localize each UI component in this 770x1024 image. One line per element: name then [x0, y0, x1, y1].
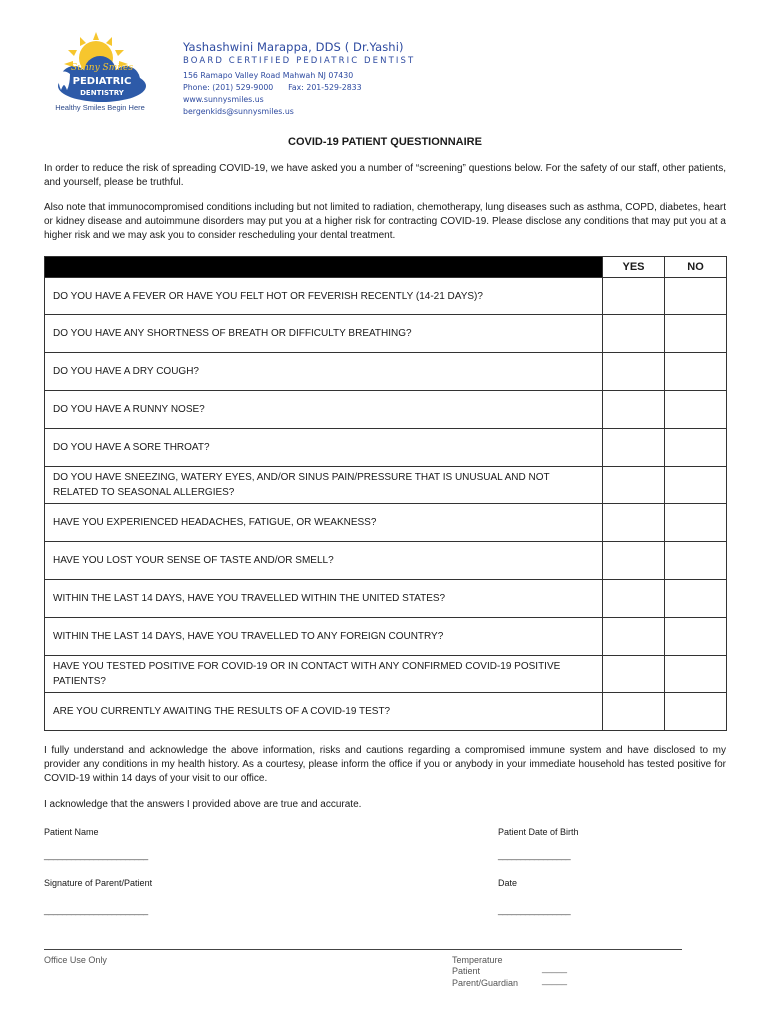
question-row: [45, 504, 727, 542]
phone-fax: Phone: (201) 529-9000 Fax: 201-529-2833: [183, 83, 362, 92]
doctor-name: Yashashwini Marappa, DDS ( Dr.Yashi): [183, 40, 404, 54]
no-answer-box[interactable]: [665, 580, 727, 618]
no-answer-box[interactable]: [665, 467, 727, 504]
yes-answer-box[interactable]: [603, 315, 665, 353]
yes-answer-box[interactable]: [603, 504, 665, 542]
question-text: HAVE YOU LOST YOUR SENSE OF TASTE AND/OR SMELL?: [45, 542, 603, 580]
questionnaire-table: [44, 256, 727, 731]
yes-answer-box[interactable]: [603, 693, 665, 731]
form-title: COVID-19 PATIENT QUESTIONNAIRE: [288, 136, 482, 148]
no-answer-box[interactable]: [665, 618, 727, 656]
question-text: WITHIN THE LAST 14 DAYS, HAVE YOU TRAVELLED WITHIN THE UNITED STATES?: [45, 580, 603, 618]
logo-tagline: Healthy Smiles Begin Here: [55, 103, 145, 112]
email-link[interactable]: bergenkids@sunnysmiles.us: [183, 107, 294, 116]
accuracy-statement: I acknowledge that the answers I provided above are true and accurate.: [44, 799, 362, 810]
yes-answer-box[interactable]: [603, 618, 665, 656]
yes-answer-box[interactable]: [603, 656, 665, 693]
no-answer-box[interactable]: [665, 429, 727, 467]
temp-patient-label: Patient: [452, 966, 481, 976]
date-field[interactable]: ________________: [498, 905, 571, 915]
question-text: HAVE YOU EXPERIENCED HEADACHES, FATIGUE, OR WEAKNESS?: [45, 504, 603, 542]
yes-answer-box[interactable]: [603, 542, 665, 580]
question-text: HAVE YOU TESTED POSITIVE FOR COVID-19 OR IN CONTACT WITH ANY CONFIRMED COVID-19 POSITIVE PATIENTS?: [45, 656, 603, 693]
question-row: [45, 391, 727, 429]
question-row: [45, 656, 727, 693]
header-blank-cell: [45, 257, 603, 278]
date-label: Date: [498, 878, 518, 888]
question-text: ARE YOU CURRENTLY AWAITING THE RESULTS OF A COVID-19 TEST?: [45, 693, 603, 731]
question-row: [45, 278, 727, 315]
no-answer-box[interactable]: [665, 278, 727, 315]
no-answer-box[interactable]: [665, 391, 727, 429]
address: 156 Ramapo Valley Road Mahwah NJ 07430: [183, 71, 354, 80]
question-row: [45, 315, 727, 353]
temp-parent-label: Parent/Guardian: [452, 978, 519, 988]
note-paragraph: Also note that immunocompromised conditions including but not limited to radiation, chemotherapy, lung diseases such as asthma, COPD, diabetes, heart or kidney disease and autoimmune disorders may put you at a higher risk for contracting COVID-19. Please disclose any conditions that may put you at a higher risk and we may ask you to consider rescheduling your dental treatment.: [44, 202, 726, 241]
patient-dob-field[interactable]: ________________: [498, 850, 571, 860]
question-text: DO YOU HAVE ANY SHORTNESS OF BREATH OR DIFFICULTY BREATHING?: [45, 315, 603, 353]
no-column-header: NO: [665, 257, 727, 278]
question-row: [45, 618, 727, 656]
question-row: [45, 353, 727, 391]
question-text: DO YOU HAVE A FEVER OR HAVE YOU FELT HOT OR FEVERISH RECENTLY (14-21 DAYS)?: [45, 278, 603, 315]
no-answer-box[interactable]: [665, 504, 727, 542]
yes-answer-box[interactable]: [603, 391, 665, 429]
no-answer-box[interactable]: [665, 656, 727, 693]
question-text: DO YOU HAVE A RUNNY NOSE?: [45, 391, 603, 429]
question-row: [45, 693, 727, 731]
question-text: DO YOU HAVE A DRY COUGH?: [45, 353, 603, 391]
yes-answer-box[interactable]: [603, 467, 665, 504]
yes-column-header: YES: [603, 257, 665, 278]
no-answer-box[interactable]: [665, 315, 727, 353]
question-text: DO YOU HAVE A SORE THROAT?: [45, 429, 603, 467]
yes-answer-box[interactable]: [603, 278, 665, 315]
question-row: [45, 429, 727, 467]
question-row: [45, 542, 727, 580]
question-text: DO YOU HAVE SNEEZING, WATERY EYES, AND/OR SINUS PAIN/PRESSURE THAT IS UNUSUAL AND NOT RELATED TO SEASONAL ALLERGIES?: [45, 467, 603, 504]
yes-answer-box[interactable]: [603, 353, 665, 391]
acknowledgement-paragraph: I fully understand and acknowledge the above information, risks and cautions regarding a compromised immune system and have disclosed to my provider any conditions in my health history. As a courtesy, please inform the office if you or anybody in your immediate household has tested positive for COVID-19 within 14 days of your visit to our office.: [44, 745, 726, 784]
intro-paragraph: In order to reduce the risk of spreading COVID-19, we have asked you a number of “screening” questions below. For the safety of our staff, other patients, and yourself, please be truthful.: [44, 163, 726, 188]
temp-patient-field[interactable]: _____: [542, 963, 568, 973]
yes-answer-box[interactable]: [603, 429, 665, 467]
patient-name-field[interactable]: _______________________: [44, 850, 148, 860]
patient-name-label: Patient Name: [44, 827, 99, 837]
no-answer-box[interactable]: [665, 542, 727, 580]
question-text: WITHIN THE LAST 14 DAYS, HAVE YOU TRAVELLED TO ANY FOREIGN COUNTRY?: [45, 618, 603, 656]
office-use-label: Office Use Only: [44, 955, 107, 965]
credential: BOARD CERTIFIED PEDIATRIC DENTIST: [183, 56, 416, 66]
svg-text:DENTISTRY: DENTISTRY: [80, 89, 124, 97]
temperature-label: Temperature: [452, 955, 503, 965]
no-answer-box[interactable]: [665, 353, 727, 391]
patient-dob-label: Patient Date of Birth: [498, 827, 579, 837]
website-link[interactable]: www.sunnysmiles.us: [183, 95, 264, 104]
question-row: [45, 580, 727, 618]
office-divider: [44, 949, 682, 950]
svg-text:PEDIATRIC: PEDIATRIC: [72, 76, 132, 87]
no-answer-box[interactable]: [665, 693, 727, 731]
question-row: [45, 467, 727, 504]
signature-field[interactable]: _______________________: [44, 905, 148, 915]
svg-text:Sunny Smiles: Sunny Smiles: [71, 63, 133, 73]
signature-label: Signature of Parent/Patient: [44, 878, 153, 888]
yes-answer-box[interactable]: [603, 580, 665, 618]
temp-parent-field[interactable]: _____: [542, 975, 568, 985]
table-header-row: [45, 257, 727, 278]
sunny-smiles-logo: [44, 28, 160, 112]
